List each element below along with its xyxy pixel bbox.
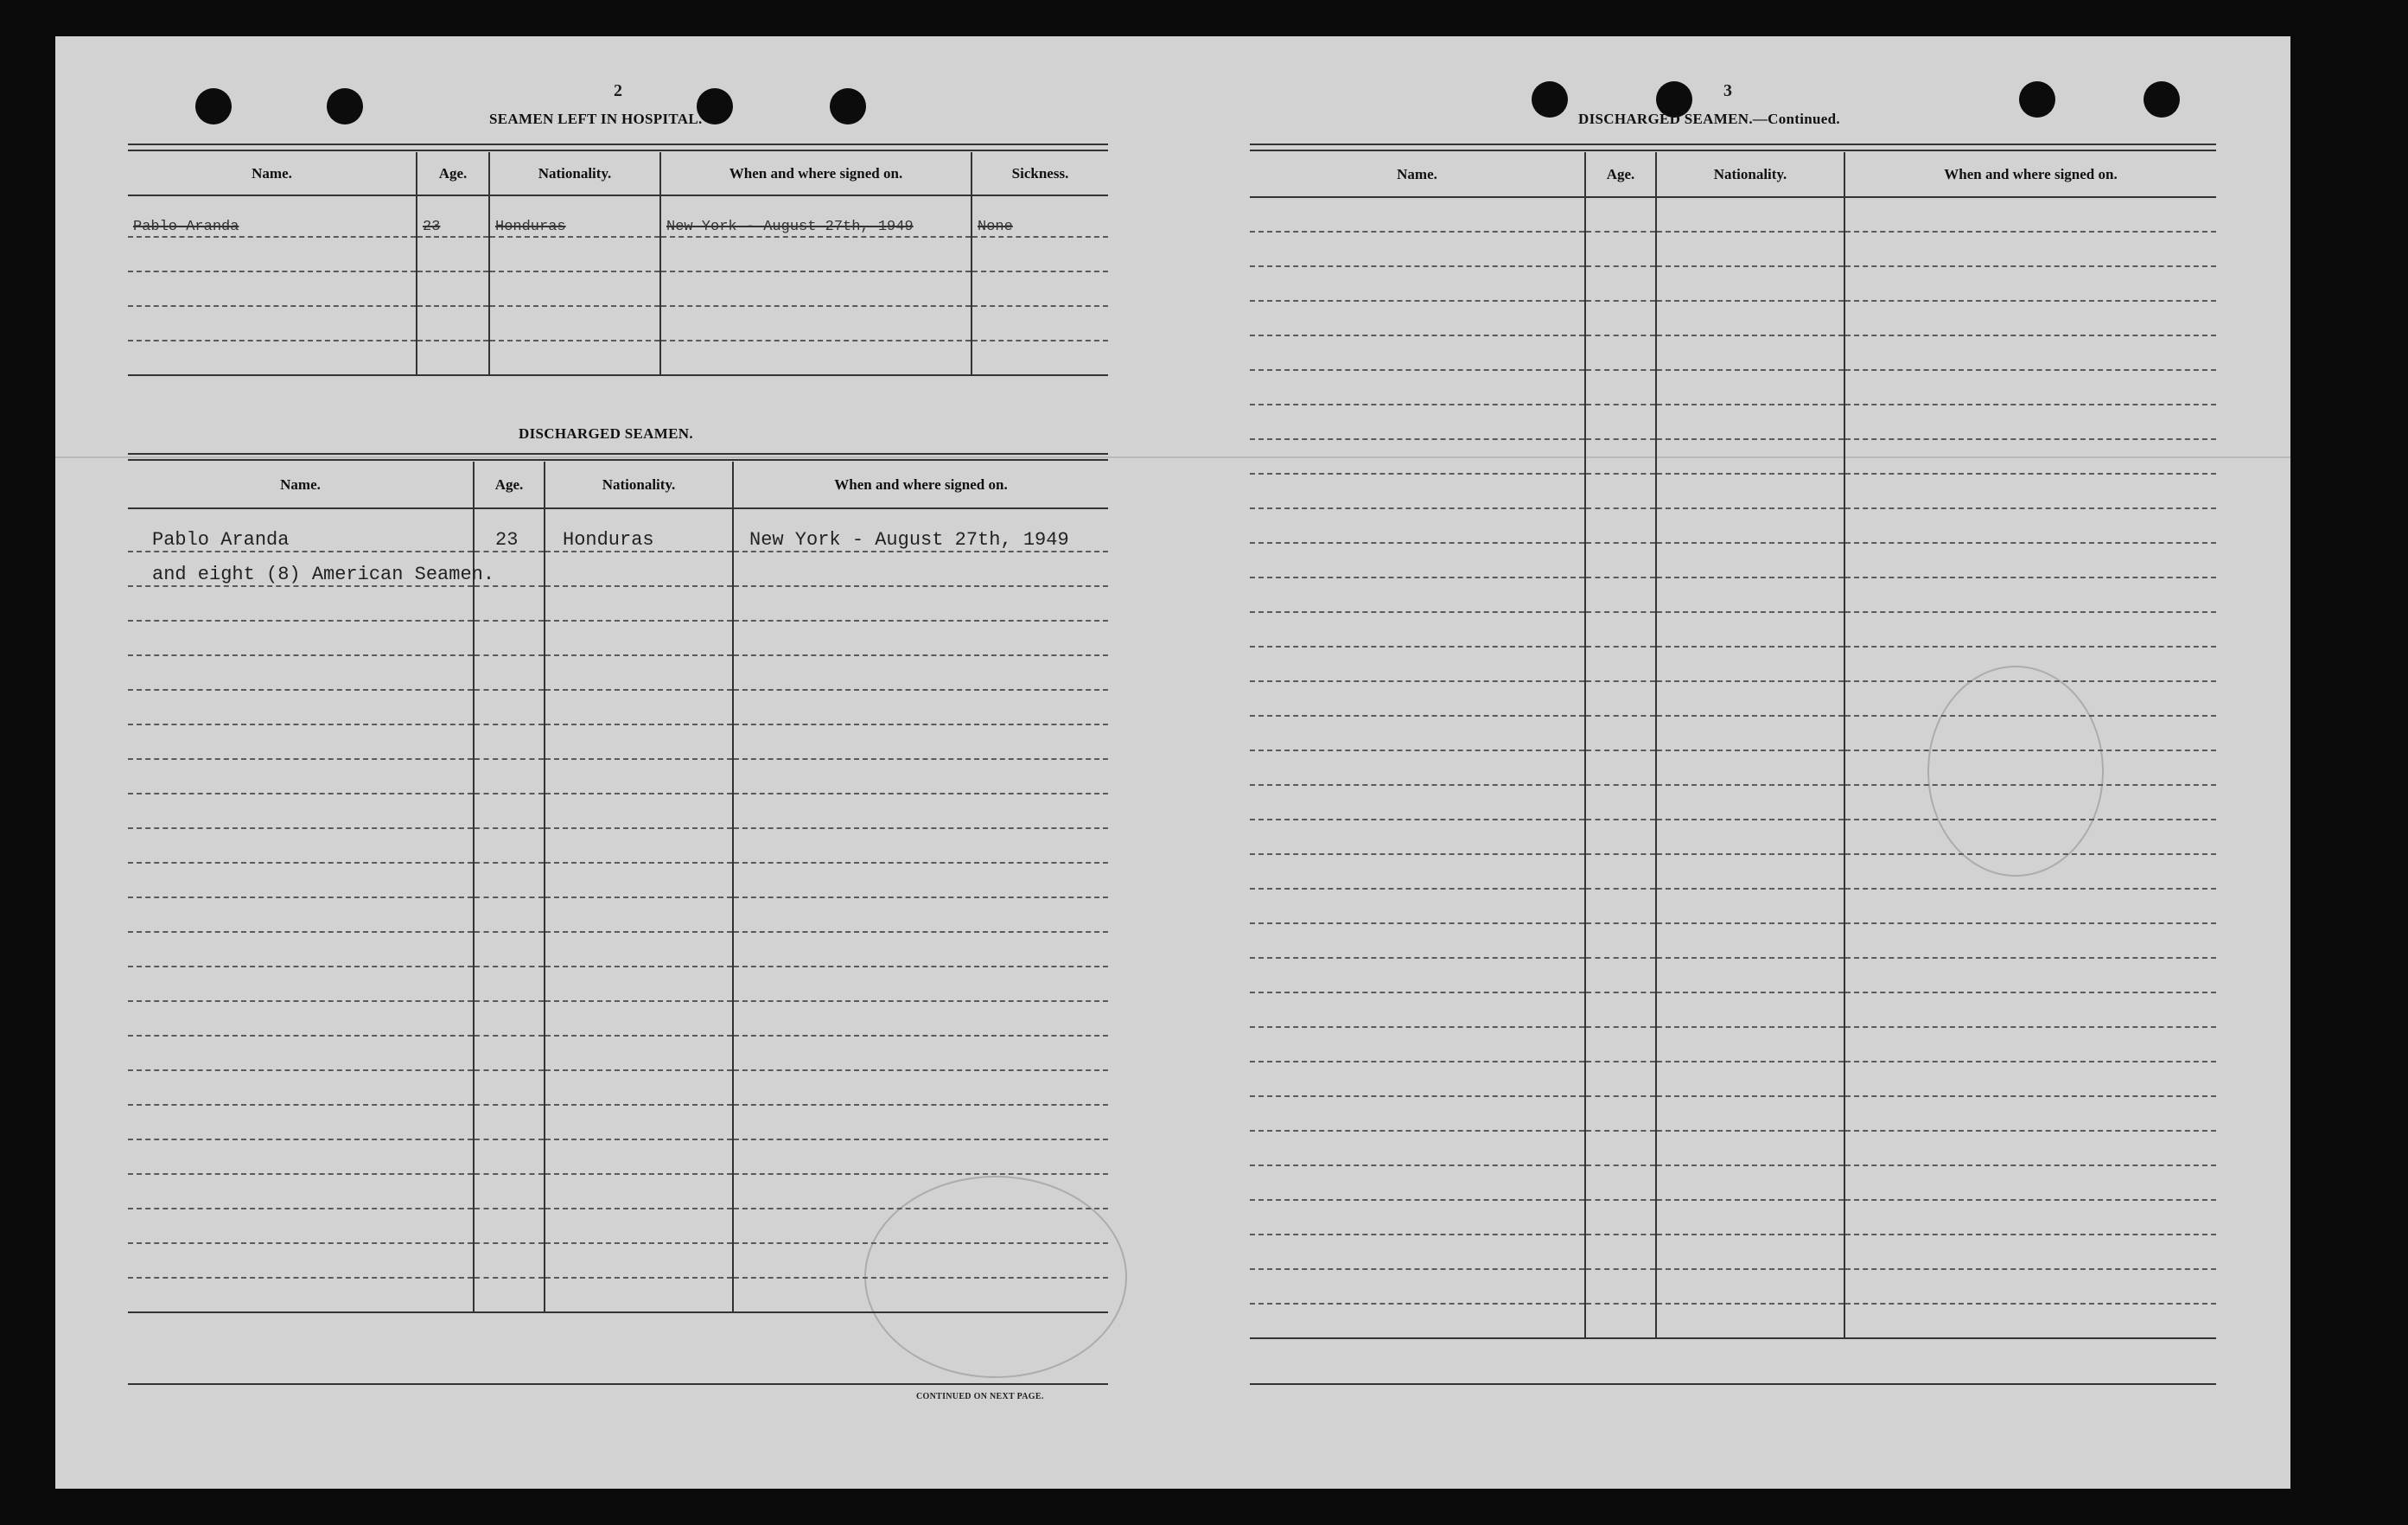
column-header: Nationality. xyxy=(545,462,733,508)
bottom-rule xyxy=(128,1383,1108,1388)
page-number-left: 2 xyxy=(614,81,622,100)
hospital-section-title: SEAMEN LEFT IN HOSPITAL. xyxy=(489,111,703,127)
column-header: When and where signed on. xyxy=(1844,152,2216,197)
punch-hole xyxy=(327,88,363,124)
hospital-age-cell xyxy=(417,195,489,237)
struck-entry: Pablo Aranda xyxy=(133,219,239,235)
column-header: Name. xyxy=(128,152,417,195)
hospital-signed-on-cell xyxy=(660,195,971,237)
column-header: Age. xyxy=(474,462,545,508)
discharged-table xyxy=(128,462,1108,1313)
column-header: Name. xyxy=(128,462,474,508)
discharged-continued-title: DISCHARGED SEAMEN.—Continued. xyxy=(1578,111,1840,127)
column-header: When and where signed on. xyxy=(733,462,1108,508)
discharged-continued-table xyxy=(1250,152,2216,1339)
struck-entry: None xyxy=(978,219,1013,235)
discharged-note: and eight (8) American Seamen. xyxy=(152,564,495,585)
hospital-nationality-cell xyxy=(489,195,660,237)
discharged-nationality-cell: Honduras xyxy=(545,508,733,552)
discharged-section-title: DISCHARGED SEAMEN. xyxy=(519,425,693,442)
hospital-table xyxy=(128,152,1108,376)
discharged-age-cell: 23 xyxy=(474,508,545,552)
discharged-note-cell xyxy=(128,552,495,586)
discharged-name-cell: Pablo Aranda xyxy=(128,508,474,552)
column-header: Name. xyxy=(1250,152,1585,197)
column-header: Sickness. xyxy=(971,152,1108,195)
column-header: Age. xyxy=(417,152,489,195)
hospital-sickness-cell xyxy=(971,195,1108,237)
top-rule xyxy=(1250,144,2216,151)
punch-hole xyxy=(2019,81,2055,118)
column-header: Age. xyxy=(1585,152,1656,197)
discharged-signed-on-cell: New York - August 27th, 1949 xyxy=(733,508,1108,552)
continued-footer: CONTINUED ON NEXT PAGE. xyxy=(916,1392,1044,1401)
top-rule xyxy=(128,453,1108,461)
punch-hole xyxy=(195,88,232,124)
punch-hole xyxy=(2144,81,2180,118)
top-rule xyxy=(128,144,1108,151)
struck-entry: New York - August 27th, 1949 xyxy=(666,219,914,235)
punch-hole xyxy=(1532,81,1568,118)
punch-hole xyxy=(830,88,866,124)
struck-entry: Honduras xyxy=(495,219,566,235)
page-number-right: 3 xyxy=(1723,81,1732,100)
bottom-rule xyxy=(1250,1383,2216,1388)
column-header: When and where signed on. xyxy=(660,152,971,195)
column-header: Nationality. xyxy=(489,152,660,195)
struck-entry: 23 xyxy=(423,219,441,235)
hospital-name-cell xyxy=(128,195,417,237)
column-header: Nationality. xyxy=(1656,152,1844,197)
